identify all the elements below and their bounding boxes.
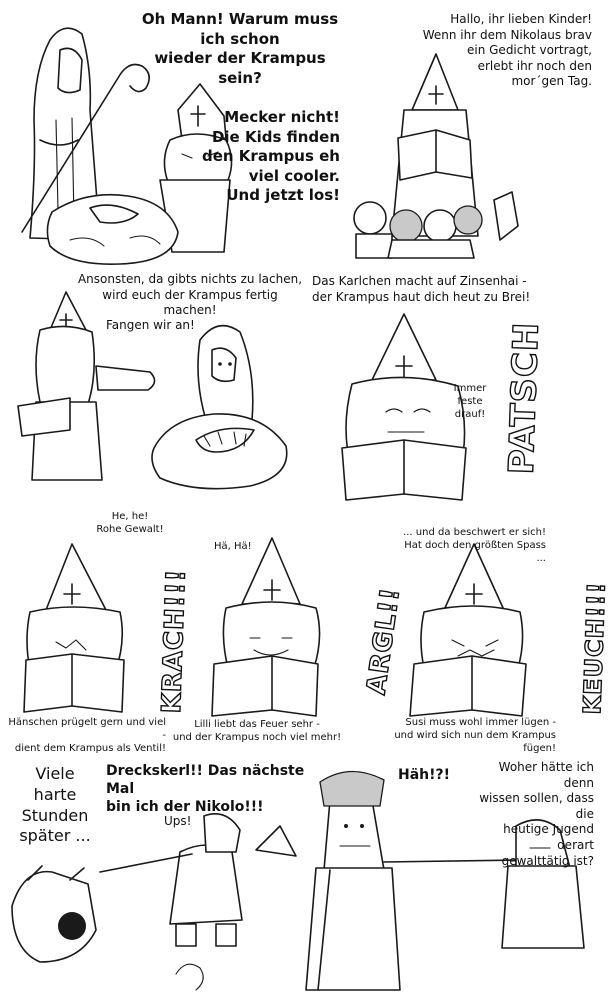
rhyme-susi <box>380 716 556 755</box>
fleeing-nikolaus <box>100 814 242 990</box>
sack-with-eyes <box>152 414 287 489</box>
sfx-krach: KRACH!!! <box>156 568 192 714</box>
aside-line: drauf! <box>454 409 486 420</box>
rhyme-karlchen <box>312 274 552 305</box>
speech-line: Oh Mann! Warum muss ich schon <box>141 10 339 48</box>
sfx-patsch: PATSCH <box>501 321 547 475</box>
speech-bubble-threat <box>76 272 304 319</box>
nikolaus-figure-7 <box>410 544 526 716</box>
rhyme-line: und der Krampus noch viel mehr! <box>172 732 342 743</box>
speech-line: ... und da beschwert er sich! <box>403 527 546 538</box>
speech-line: Und jetzt los! <box>226 186 340 204</box>
speech-bubble-rohe-gewalt <box>80 510 180 536</box>
speech-line: Hat doch den größten Spass ... <box>404 540 546 564</box>
aside-immer-feste-drauf <box>448 382 492 421</box>
speech-line: Ansonsten, da gibts nichts zu lachen, <box>77 272 303 286</box>
speech-line: gewalttätig ist? <box>501 853 594 868</box>
caption-hours-later <box>8 764 102 847</box>
speech-bubble-start: Fangen wir an! <box>106 318 195 332</box>
rhyme-haenschen <box>4 716 166 755</box>
speech-line: wissen sollen, dass die <box>479 791 594 821</box>
speech-line: mor´gen Tag. <box>511 74 592 89</box>
speech-line: heutige Jugend derart <box>503 822 594 852</box>
speech-bubble-dreckskerl <box>106 762 336 817</box>
speech-bubble-greeting <box>420 12 592 90</box>
rhyme-line: und wird sich nun dem Krampus fügen! <box>394 730 556 754</box>
hooded-krampus-2 <box>198 326 253 420</box>
speech-bubble-haeh: Häh!?! <box>398 767 451 783</box>
speech-line: ein Gedicht vortragt, <box>467 43 592 58</box>
caption-line: Stunden <box>21 805 89 825</box>
speech-bubble-nikolaus-reply <box>200 108 340 206</box>
speech-bubble-hae-hae: Hä, Hä! <box>214 541 252 552</box>
rhyme-line: der Krampus haut dich heut zu Brei! <box>312 289 531 304</box>
speech-line: Wenn ihr dem Nikolaus brav <box>422 27 592 42</box>
big-sack <box>47 195 178 264</box>
caption-line: harte <box>33 784 77 804</box>
speech-line: viel cooler. <box>248 166 340 185</box>
speech-line: Hallo, ihr lieben Kinder! <box>450 12 592 26</box>
speech-line: Die Kids finden <box>211 127 340 146</box>
caption-line: später ... <box>19 826 91 846</box>
speech-line: wird euch der Krampus fertig machen! <box>102 287 278 318</box>
rhyme-line: dient dem Krampus als Ventil! <box>14 743 166 754</box>
speech-bubble-ups: Ups! <box>164 814 192 828</box>
speech-line: den Krampus eh <box>201 147 340 165</box>
speech-bubble-beschwert <box>400 526 546 565</box>
speech-line: wieder der Krampus sein? <box>154 49 326 87</box>
speech-line: erlebt ihr noch den <box>477 58 592 73</box>
sfx-argl: ARGL!! <box>361 585 407 697</box>
aside-line: Immer <box>453 383 487 394</box>
aside-line: feste <box>457 396 483 407</box>
small-horned-creature <box>12 866 96 962</box>
speech-bubble-krampus-complaint <box>130 10 350 88</box>
caption-line: Viele <box>35 764 75 783</box>
speech-line: Mecker nicht! <box>224 108 340 126</box>
speech-line: bin ich der Nikolo!!! <box>106 799 264 816</box>
speech-line: Woher hätte ich denn <box>498 760 594 790</box>
nikolaus-figure-6 <box>212 538 320 716</box>
speech-line: Rohe Gewalt! <box>96 524 164 535</box>
rhyme-line: Lilli liebt das Feuer sehr - <box>194 719 320 730</box>
speech-line: He, he! <box>111 511 149 522</box>
sfx-keuch: KEUCH!!! <box>578 581 611 715</box>
rhyme-lilli <box>172 718 342 744</box>
speech-line: Dreckskerl!! Das nächste Mal <box>106 763 305 798</box>
nikolaus-figure-5 <box>24 544 124 712</box>
rhyme-line: Susi muss wohl immer lügen - <box>405 717 556 728</box>
speech-bubble-woher <box>470 760 594 869</box>
rhyme-line: Das Karlchen macht auf Zinsenhai - <box>312 274 527 288</box>
rhyme-line: Hänschen prügelt gern und viel - <box>8 717 166 741</box>
flying-mitre <box>256 826 296 856</box>
